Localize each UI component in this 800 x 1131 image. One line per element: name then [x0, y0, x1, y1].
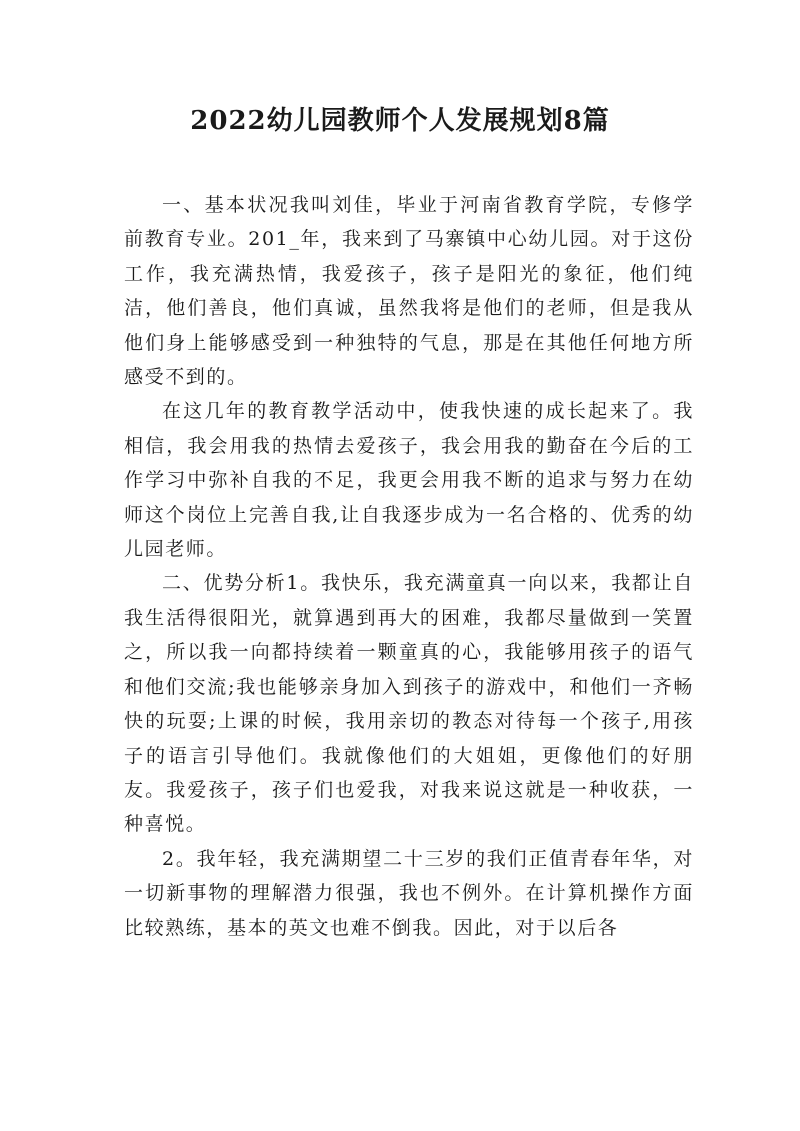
paragraph-growth: 在这几年的教育教学活动中，使我快速的成长起来了。我相信，我会用我的热情去爱孩子，我会用我的勤奋在今后的工作学习中弥补自我的不足，我更会用我不断的追求与努力在幼师这个岗位上完善自我,让自我逐步成为一名合格的、优秀的幼儿园老师。	[124, 400, 694, 561]
paragraph-advantage-analysis: 二、优势分析1。我快乐，我充满童真一向以来，我都让自我生活得很阳光，就算遇到再大的困难，我都尽量做到一笑置之，所以我一向都持续着一颗童真的心，我能够用孩子的语气和他们交流;我也能够亲身加入到孩子的游戏中，和他们一齐畅快的玩耍;上课的时候，我用亲切的教态对待每一个孩子,用孩子的语言引导他们。我就像他们的大姐姐，更像他们的好朋友。我爱孩子，孩子们也爱我，对我来说这就是一种收获，一种喜悦。	[124, 572, 694, 836]
paragraph-youth: 2。我年轻，我充满期望二十三岁的我们正值青春年华，对一切新事物的理解潜力很强，我也不例外。在计算机操作方面比较熟练，基本的英文也难不倒我。因此，对于以后各	[124, 847, 694, 939]
document-body	[124, 188, 694, 945]
document-title: 2022幼儿园教师个人发展规划8篇	[190, 106, 610, 136]
paragraph-basic-situation: 一、基本状况我叫刘佳，毕业于河南省教育学院，专修学前教育专业。201_年，我来到了马寨镇中心幼儿园。对于这份工作，我充满热情，我爱孩子，孩子是阳光的象征，他们纯洁，他们善良，他们真诚，虽然我将是他们的老师，但是我从他们身上能够感受到一种独特的气息，那是在其他任何地方所感受不到的。	[124, 194, 694, 389]
